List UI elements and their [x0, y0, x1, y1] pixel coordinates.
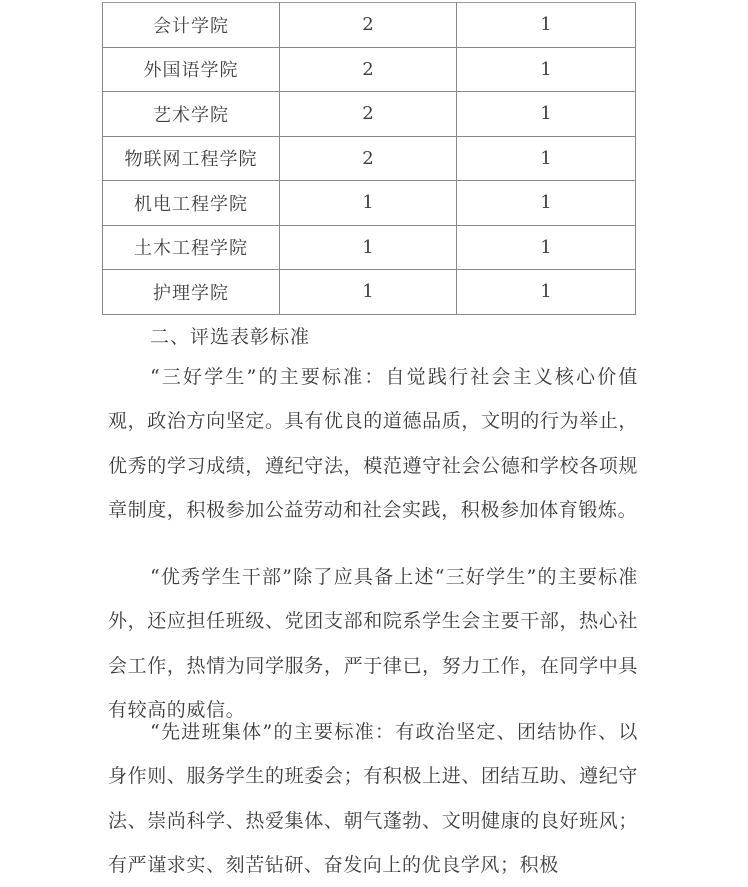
table-row — [103, 181, 636, 226]
value-cell: 1 — [457, 270, 636, 315]
value-cell: 2 — [280, 136, 457, 181]
quota-table — [102, 2, 636, 315]
value-cell: 1 — [280, 270, 457, 315]
value-cell: 2 — [280, 47, 457, 92]
body-text — [108, 555, 638, 732]
value-cell: 1 — [280, 181, 457, 226]
value-cell: 1 — [457, 3, 636, 48]
value-cell: 1 — [457, 181, 636, 226]
college-cell: 艺术学院 — [103, 92, 280, 137]
paragraph-sanhao: “三好学生”的主要标准：自觉践行社会主义核心价值观，政治方向坚定。具有优良的道德品质，文明的行为举止，优秀的学习成绩，遵纪守法，模范遵守社会公德和学校各项规章制度，积极参加公益劳动和社会实践，积极参加体育锻炼。 — [108, 366, 638, 521]
value-cell: 2 — [280, 3, 457, 48]
table-row — [103, 136, 636, 181]
college-cell: 机电工程学院 — [103, 181, 280, 226]
value-cell: 1 — [280, 225, 457, 270]
value-cell: 1 — [457, 92, 636, 137]
table-row — [103, 270, 636, 315]
table-row — [103, 225, 636, 270]
college-cell: 会计学院 — [103, 3, 280, 48]
college-cell: 护理学院 — [103, 270, 280, 315]
paragraph-class: “先进班集体”的主要标准：有政治坚定、团结协作、以身作则、服务学生的班委会；有积极上进、团结互助、遵纪守法、崇尚科学、热爱集体、朝气蓬勃、文明健康的良好班风；有严谨求实、刻苦钻研、奋发向上的优良学风；积极 — [108, 721, 638, 876]
college-cell: 外国语学院 — [103, 47, 280, 92]
value-cell: 2 — [280, 92, 457, 137]
section-heading: 二、评选表彰标准 — [150, 326, 311, 348]
body-text — [108, 355, 638, 532]
body-text — [108, 710, 638, 887]
value-cell: 1 — [457, 136, 636, 181]
college-cell: 土木工程学院 — [103, 225, 280, 270]
table-row — [103, 92, 636, 137]
table-row — [103, 47, 636, 92]
value-cell: 1 — [457, 225, 636, 270]
table-row — [103, 3, 636, 48]
value-cell: 1 — [457, 47, 636, 92]
college-cell: 物联网工程学院 — [103, 136, 280, 181]
paragraph-cadre: “优秀学生干部”除了应具备上述“三好学生”的主要标准外，还应担任班级、党团支部和院系学生会主要干部，热心社会工作，热情为同学服务，严于律已，努力工作，在同学中具有较高的威信。 — [108, 566, 638, 721]
